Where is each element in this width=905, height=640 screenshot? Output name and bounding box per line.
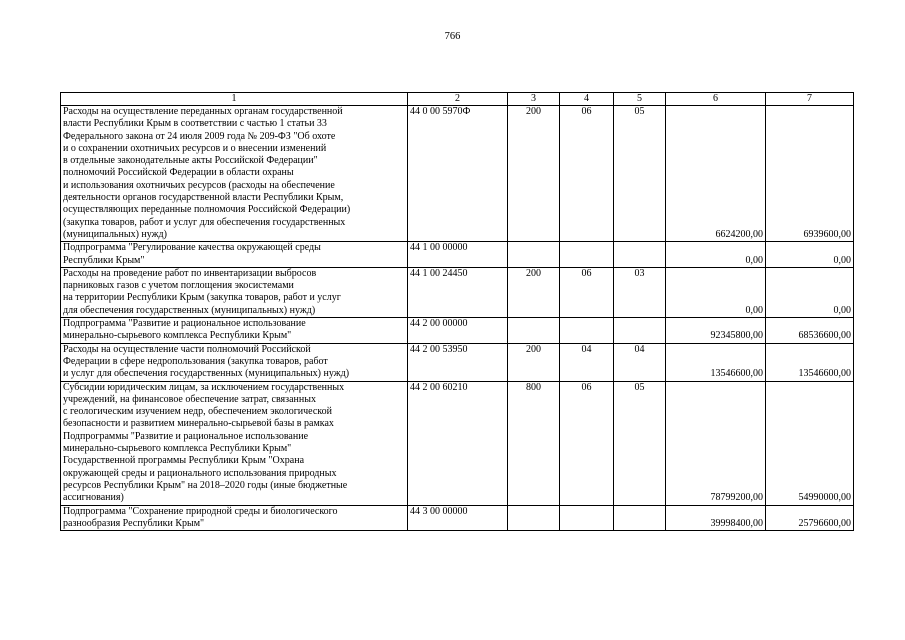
expense-type [508, 505, 560, 531]
table-row [61, 318, 854, 344]
table-row [61, 381, 854, 505]
column-header: 7 [766, 93, 854, 106]
target-code: 44 2 00 60210 [408, 381, 508, 505]
amount-col7: 6939600,00 [766, 106, 854, 242]
expense-type: 200 [508, 267, 560, 317]
column-header: 2 [408, 93, 508, 106]
row-name: Расходы на проведение работ по инвентаризации выбросов парниковых газов с учетом поглощения экосистемами на территории Республики Крым (закупка товаров, работ и услуг для обеспечения государственных (муниципальных) нужд) [61, 267, 408, 317]
subsection: 05 [614, 381, 666, 505]
section [560, 242, 614, 268]
target-code: 44 1 00 24450 [408, 267, 508, 317]
table-row [61, 242, 854, 268]
section: 06 [560, 106, 614, 242]
subsection: 03 [614, 267, 666, 317]
expense-type: 200 [508, 106, 560, 242]
subsection [614, 318, 666, 344]
section: 04 [560, 343, 614, 381]
column-header: 4 [560, 93, 614, 106]
budget-table [60, 92, 854, 531]
amount-col6: 0,00 [666, 267, 766, 317]
target-code: 44 1 00 00000 [408, 242, 508, 268]
column-header: 3 [508, 93, 560, 106]
column-header: 5 [614, 93, 666, 106]
amount-col6: 0,00 [666, 242, 766, 268]
column-header: 6 [666, 93, 766, 106]
table-row [61, 267, 854, 317]
page-number: 766 [444, 31, 461, 42]
section: 06 [560, 267, 614, 317]
row-name: Подпрограмма "Регулирование качества окружающей среды Республики Крым" [61, 242, 408, 268]
amount-col7: 0,00 [766, 242, 854, 268]
amount-col7: 13546600,00 [766, 343, 854, 381]
amount-col7: 68536600,00 [766, 318, 854, 344]
subsection: 04 [614, 343, 666, 381]
target-code: 44 0 00 5970Ф [408, 106, 508, 242]
expense-type: 800 [508, 381, 560, 505]
row-name: Подпрограмма "Сохранение природной среды и биологического разнообразия Республики Крым" [61, 505, 408, 531]
amount-col6: 78799200,00 [666, 381, 766, 505]
table-row [61, 106, 854, 242]
amount-col7: 0,00 [766, 267, 854, 317]
row-name: Подпрограмма "Развитие и рациональное использование минерально-сырьевого комплекса Республики Крым" [61, 318, 408, 344]
target-code: 44 3 00 00000 [408, 505, 508, 531]
target-code: 44 2 00 53950 [408, 343, 508, 381]
expense-type: 200 [508, 343, 560, 381]
section [560, 318, 614, 344]
amount-col7: 25796600,00 [766, 505, 854, 531]
amount-col6: 13546600,00 [666, 343, 766, 381]
table-header-row [61, 93, 854, 106]
row-name: Субсидии юридическим лицам, за исключением государственных учреждений, на финансовое обеспечение затрат, связанных с геологическим изучением недр, обеспечением экологической безопасности и развитием минерально-сырьевой базы в рамках Подпрограммы "Развитие и рациональное использование минерально-сырьевого комплекса Республики Крым" Государственной программы Республики Крым "Охрана окружающей среды и рационального использования природных ресурсов Республики Крым" на 2018–2020 годы (иные бюджетные ассигнования) [61, 381, 408, 505]
amount-col6: 92345800,00 [666, 318, 766, 344]
row-name: Расходы на осуществление переданных органам государственной власти Республики Крым в соответствии с частью 1 статьи 33 Федерального закона от 24 июля 2009 года № 209-ФЗ "Об охоте и о сохранении охотничьих ресурсов и о внесении изменений в отдельные законодательные акты Российской Федерации" полномочий Российской Федерации в области охраны и использования охотничьих ресурсов (расходы на обеспечение деятельности органов государственной власти Республики Крым, осуществляющих переданные полномочия Российской Федерации) (закупка товаров, работ и услуг для обеспечения государственных (муниципальных) нужд) [61, 106, 408, 242]
subsection: 05 [614, 106, 666, 242]
section [560, 505, 614, 531]
row-name: Расходы на осуществление части полномочий Российской Федерации в сфере недропользования (закупка товаров, работ и услуг для обеспечения государственных (муниципальных) нужд) [61, 343, 408, 381]
table-row [61, 505, 854, 531]
amount-col6: 39998400,00 [666, 505, 766, 531]
subsection [614, 505, 666, 531]
expense-type [508, 242, 560, 268]
subsection [614, 242, 666, 268]
target-code: 44 2 00 00000 [408, 318, 508, 344]
expense-type [508, 318, 560, 344]
section: 06 [560, 381, 614, 505]
amount-col6: 6624200,00 [666, 106, 766, 242]
table-row [61, 343, 854, 381]
column-header: 1 [61, 93, 408, 106]
amount-col7: 54990000,00 [766, 381, 854, 505]
